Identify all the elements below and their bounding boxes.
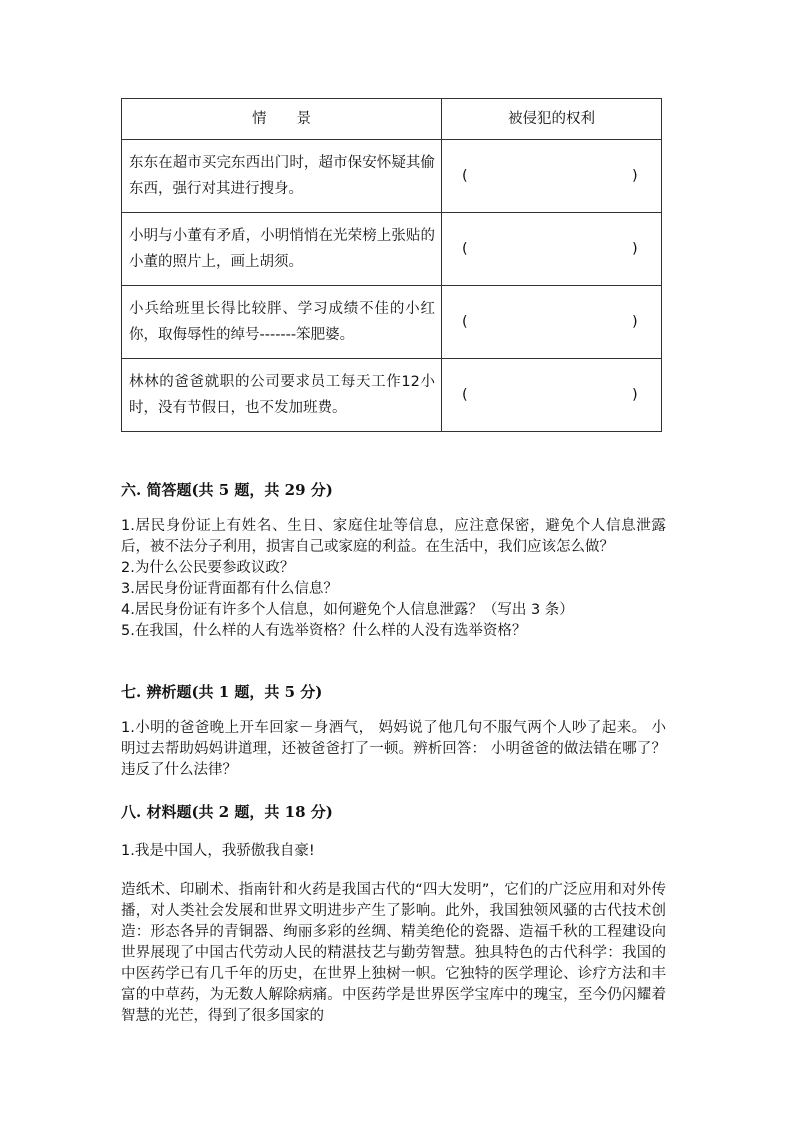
scene-cell: 小兵给班里长得比较胖、学习成绩不佳的小红你，取侮辱性的绰号-------笨肥婆。 — [122, 286, 442, 359]
table-row — [122, 359, 662, 432]
section-7-title: 七. 辨析题(共 1 题，共 5 分) — [121, 683, 323, 701]
close-paren: ) — [632, 168, 638, 184]
rights-table — [121, 98, 662, 432]
scene-cell: 小明与小董有矛盾，小明悄悄在光荣榜上张贴的小董的照片上，画上胡须。 — [122, 213, 442, 286]
header-scene: 情景 — [122, 99, 442, 140]
section-8-q1: 1.我是中国人，我骄傲我自豪! — [121, 843, 315, 859]
section-8-material: 造纸术、印刷术、指南针和火药是我国古代的“四大发明”，它们的广泛应用和对外传播，对人类社会发展和世界文明进步产生了影响。此外，我国独领风骚的古代技术创造：形态各异的青铜器、绚丽多彩的丝绸、精美绝伦的瓷器、造福千秋的工程建设向世界展现了中国古代劳动人民的精湛技艺与勤劳智慧。独具特色的古代科学：我国的中医药学已有几千年的历史，在世界上独树一帜。它独特的医学理论、诊疗方法和丰富的中草药，为无数人解除病痛。中医药学是世界医学宝库中的瑰宝，至今仍闪耀着智慧的光芒，得到了很多国家的 — [121, 882, 666, 1024]
close-paren: ) — [632, 314, 638, 330]
header-right: 被侵犯的权利 — [442, 99, 662, 140]
answer-cell[interactable] — [442, 213, 662, 286]
section-7-question: 1.小明的爸爸晚上开车回家－身酒气， 妈妈说了他几句不服气两个人吵了起来。 小明过去帮助妈妈讲道理，还被爸爸打了一顿。辨析回答： 小明爸爸的做法错在哪了？ 违反了什么法律？ — [121, 720, 666, 778]
open-paren: ( — [462, 241, 468, 257]
table-row — [122, 213, 662, 286]
close-paren: ) — [632, 387, 638, 403]
scene-cell: 林林的爸爸就职的公司要求员工每天工作12小时，没有节假日，也不发加班费。 — [122, 359, 442, 432]
table-row — [122, 286, 662, 359]
question-item: 5.在我国，什么样的人有选举资格？什么样的人没有选举资格？ — [121, 623, 527, 639]
section-8-title: 八. 材料题(共 2 题，共 18 分) — [121, 803, 333, 821]
scene-cell: 东东在超市买完东西出门时，超市保安怀疑其偷东西，强行对其进行搜身。 — [122, 140, 442, 213]
section-6-title: 六. 简答题(共 5 题，共 29 分) — [121, 481, 333, 499]
open-paren: ( — [462, 168, 468, 184]
question-item: 1.居民身份证上有姓名、生日、家庭住址等信息，应注意保密，避免个人信息泄露后，被不法分子利用，损害自己或家庭的利益。在生活中，我们应该怎么做？ — [121, 518, 666, 555]
table-header-row — [122, 99, 662, 140]
open-paren: ( — [462, 314, 468, 330]
question-item: 2.为什么公民要参政议政？ — [121, 560, 295, 576]
close-paren: ) — [632, 241, 638, 257]
table-row — [122, 140, 662, 213]
section-6-questions — [121, 516, 666, 642]
answer-cell[interactable] — [442, 140, 662, 213]
question-item: 3.居民身份证背面都有什么信息？ — [121, 581, 338, 597]
question-item: 4.居民身份证有许多个人信息，如何避免个人信息泄露？（写出 3 条） — [121, 602, 574, 618]
open-paren: ( — [462, 387, 468, 403]
answer-cell[interactable] — [442, 286, 662, 359]
answer-cell[interactable] — [442, 359, 662, 432]
